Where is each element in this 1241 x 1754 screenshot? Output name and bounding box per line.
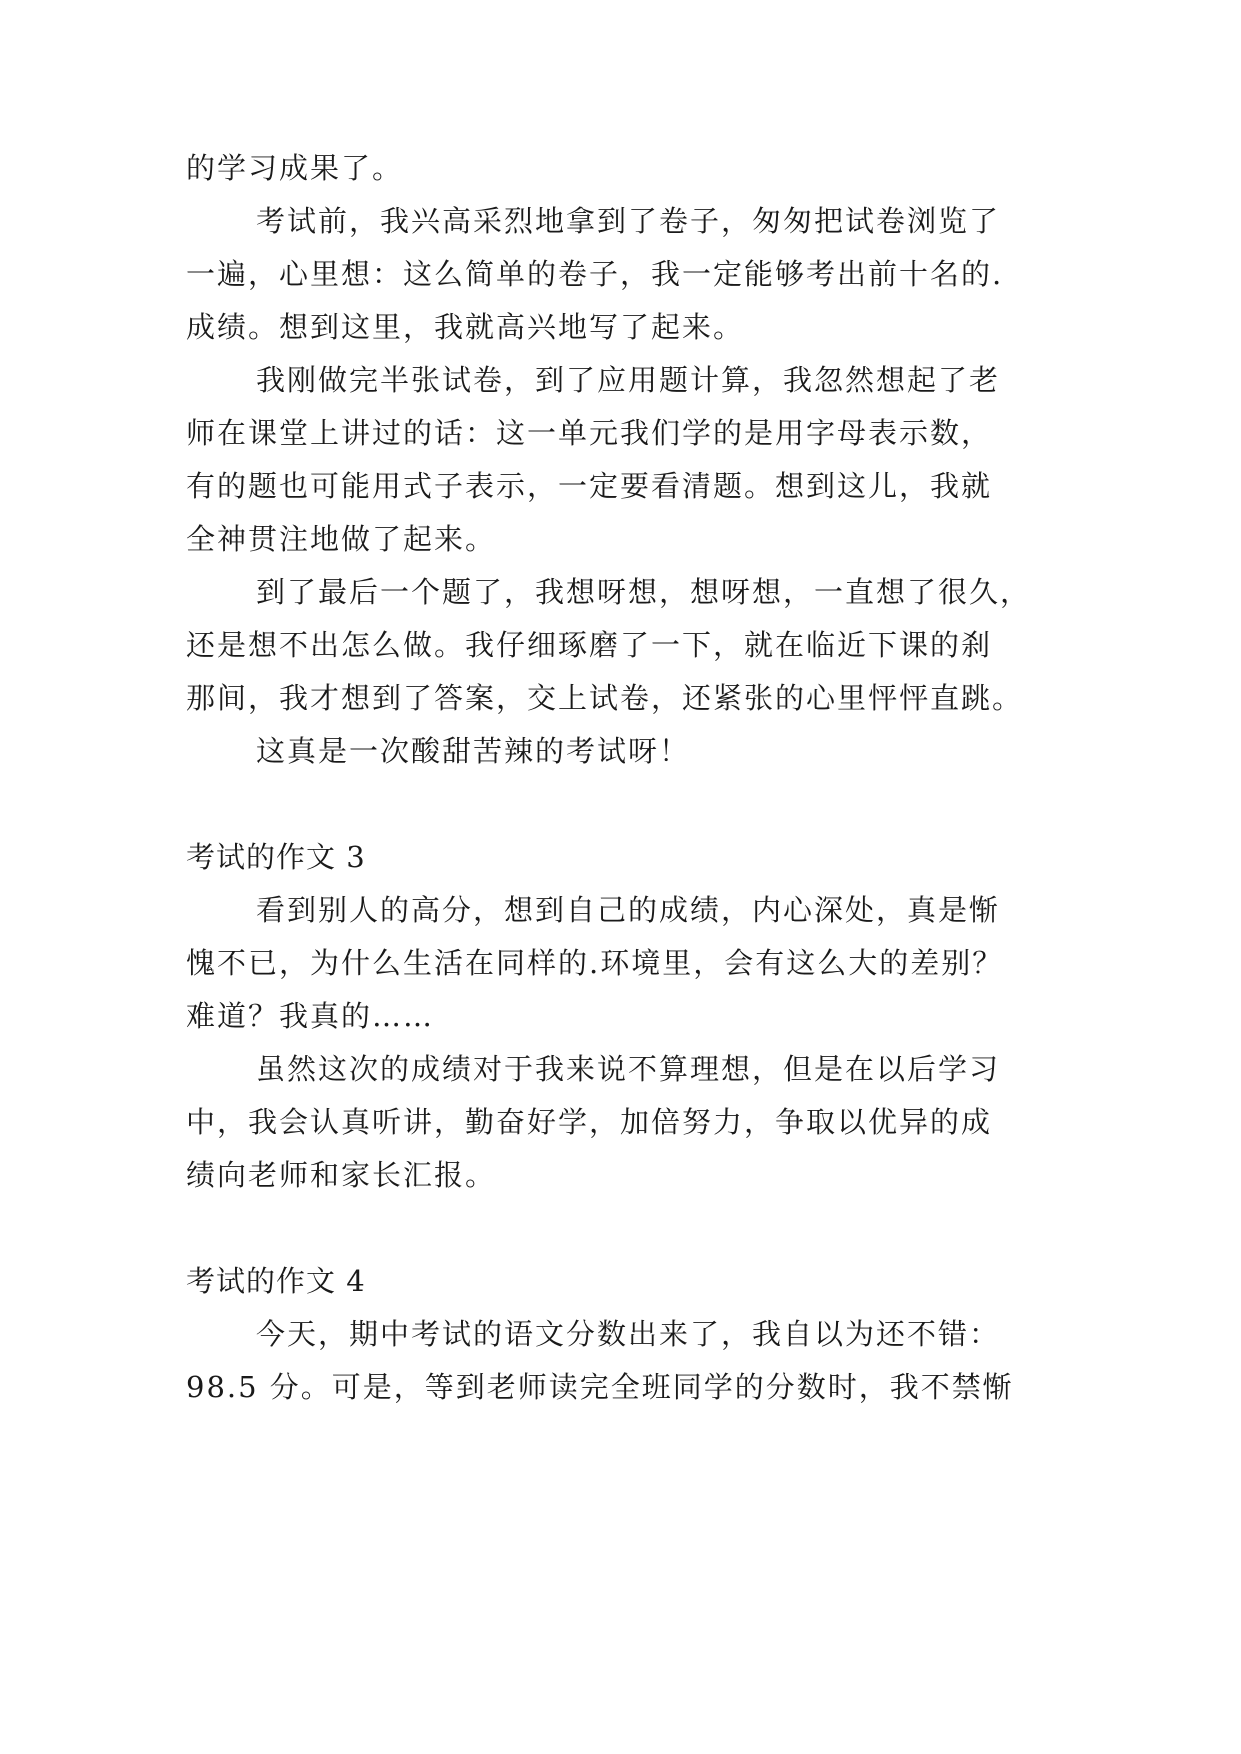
section-heading: 考试的作文 4 (186, 1264, 366, 1298)
paragraph-first-line: 到了最后一个题了，我想呀想，想呀想，一直想了很久， (256, 575, 1032, 609)
paragraph-first-line: 看到别人的高分，想到自己的成绩，内心深处，真是惭 (256, 893, 1001, 927)
paragraph-first-line: 虽然这次的成绩对于我来说不算理想，但是在以后学习 (256, 1052, 1001, 1086)
text-line: 愧不已，为什么生活在同样的.环境里，会有这么大的差别？ (186, 946, 1004, 980)
section-heading: 考试的作文 3 (186, 840, 366, 874)
text-line: 还是想不出怎么做。我仔细琢磨了一下，就在临近下课的刹 (186, 628, 993, 662)
text-line: 的学习成果了。 (186, 151, 404, 185)
paragraph-first-line: 这真是一次酸甜苦辣的考试呀！ (256, 734, 691, 768)
paragraph-first-line: 今天，期中考试的语文分数出来了，我自以为还不错： (256, 1317, 1001, 1351)
text-line: 那间，我才想到了答案，交上试卷，还紧张的心里怦怦直跳。 (186, 681, 1024, 715)
text-line: 师在课堂上讲过的话：这一单元我们学的是用字母表示数， (186, 416, 993, 450)
text-line: 难道？我真的…… (186, 999, 435, 1033)
text-line: 成绩。想到这里，我就高兴地写了起来。 (186, 310, 745, 344)
text-line: 98.5 分。可是，等到老师读完全班同学的分数时，我不禁惭 (186, 1370, 1014, 1404)
text-line: 绩向老师和家长汇报。 (186, 1158, 497, 1192)
text-line: 有的题也可能用式子表示，一定要看清题。想到这儿，我就 (186, 469, 993, 503)
text-line: 中，我会认真听讲，勤奋好学，加倍努力，争取以优异的成 (186, 1105, 993, 1139)
paragraph-first-line: 我刚做完半张试卷，到了应用题计算，我忽然想起了老 (256, 363, 1001, 397)
text-line: 全神贯注地做了起来。 (186, 522, 497, 556)
text-line: 一遍，心里想：这么简单的卷子，我一定能够考出前十名的. (186, 257, 1004, 291)
paragraph-first-line: 考试前，我兴高采烈地拿到了卷子，匆匆把试卷浏览了 (256, 204, 1001, 238)
